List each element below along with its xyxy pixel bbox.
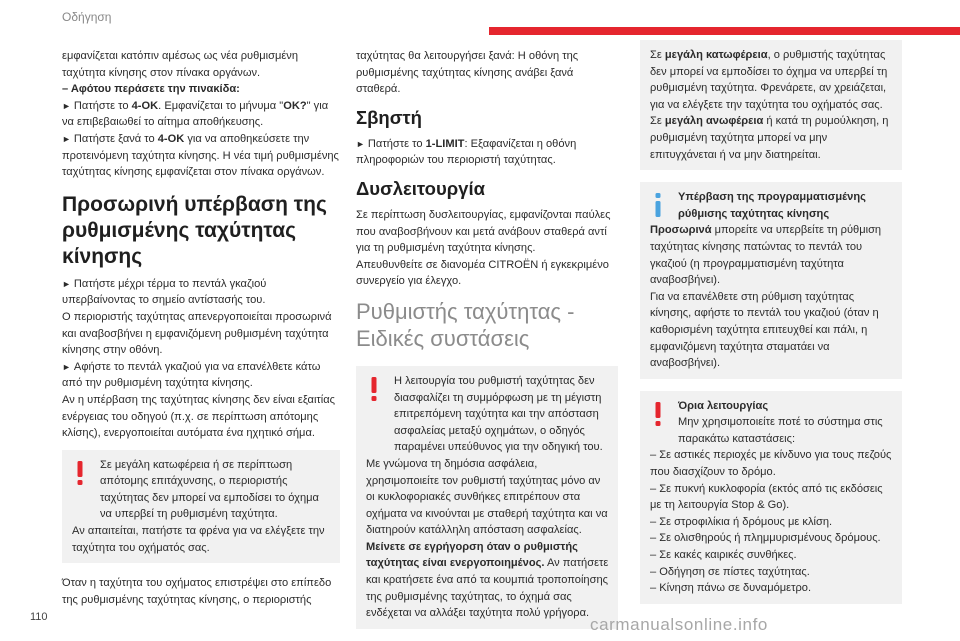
limits-item: – Σε ολισθηρούς ή πλημμυρισμένους δρόμους. [650,532,881,545]
warning-text: Σε μεγάλη κατωφέρεια ή σε περίπτωση απότομης επιτάχυνσης, ο περιοριστής ταχύτητας δεν μπορεί να εμποδίσει το όχημα να υπερβεί τη ρυθμισμένη ταχύτητα. [100,458,319,521]
info-title: Υπέρβαση της προγραμματισμένης ρύθμισης ταχύτητας κίνησης [678,191,866,220]
warning-box-cruise [356,366,618,629]
limits-title: Όρια λειτουργίας [678,399,769,412]
triangle-bullet-icon: ► [356,138,365,149]
limits-intro: Μην χρησιμοποιείτε ποτέ το σύστημα στις παρακάτω καταστάσεις: [678,416,883,445]
limits-item: – Κίνηση πάνω σε δυναμόμετρο. [650,582,812,595]
step-off: ► Πατήστε το 1-LIMIT: Εξαφανίζεται η οθόνη πληροφοριών του περιοριστή ταχύτητας. [356,137,577,167]
step-3: ► Πατήστε μέχρι τέρμα το πεντάλ γκαζιού υπερβαίνοντας το σημείο αντίστασής του. [62,277,267,307]
fault-text-2: Απευθυνθείτε σε διανομέα CITROËN ή εγκεκριμένο συνεργείο για έλεγχο. [356,258,609,288]
column-1 [62,48,340,608]
triangle-bullet-icon: ► [62,133,71,144]
limits-item: – Σε στροφιλίκια ή δρόμους με κλίση. [650,515,833,528]
info-text-1: Προσωρινά μπορείτε να υπερβείτε τη ρύθμιση ταχύτητας κίνησης πατώντας το πεντάλ του γκαζιού (η προγραμματισμένη ταχύτητα αναβοσβήνει). [650,224,882,287]
warning-icon [366,375,382,403]
note-box-slopes [640,40,902,170]
running-header: Οδήγηση [62,10,112,24]
limits-item: – Σε πυκνή κυκλοφορία (εκτός από τις εκδόσεις με τη λειτουργία Stop & Go). [650,482,883,512]
info-text-2: Για να επανέλθετε στη ρύθμιση ταχύτητας κίνησης, αφήστε το πεντάλ του γκαζιού (όταν η καθορισμένη ταχύτητα επιτευχθεί και πάλι, η εμφανιζόμενη ταχύτητα σταματάει να αναβοσβήνει). [650,290,879,370]
uphill-note: Σε μεγάλη ανωφέρεια ή κατά τη ρυμούλκηση, η ρυθμισμένη ταχύτητα μπορεί να μην επιτυγχάνεται ή να μην διατηρείται. [650,115,889,161]
warning-box [62,450,340,564]
limits-item: – Οδήγηση σε πίστες ταχύτητας. [650,565,810,578]
step-2: ► Πατήστε ξανά το 4-OK για να αποθηκεύσετε την προτεινόμενη ταχύτητα κίνησης. Η νέα τιμή ρυθμισμένης ταχύτητας κίνησης εμφανίζεται στον πίνακα οργάνων. [62,132,339,179]
header-accent-bar [489,27,960,35]
continued-text: ταχύτητας θα λειτουργήσει ξανά: Η οθόνη της ρυθμισμένης ταχύτητας κίνησης ανάβει ξανά σταθερά. [356,50,579,96]
triangle-bullet-icon: ► [62,100,71,111]
column-2 [356,48,618,641]
fault-text-1: Σε περίπτωση δυσλειτουργίας, εμφανίζονται παύλες που αναβοσβήνουν και μετά ανάβουν σταθερά αντί για τη ρυθμισμένη ταχύτητα κίνησης. [356,208,611,255]
triangle-bullet-icon: ► [62,278,71,289]
section-heading-fault: Δυσλειτουργία [356,177,485,199]
step-1: ► Πατήστε το 4-OK. Εμφανίζεται το μήνυμα "OK?" για να επιβεβαιωθεί το αίτημα αποθήκευσης. [62,99,329,129]
column-3 [640,48,902,616]
intro-text: εμφανίζεται κατόπιν αμέσως ως νέα ρυθμισμένη ταχύτητα κίνησης στον πίνακα οργάνων. [62,50,299,79]
page-number: 110 [30,611,48,623]
section-heading-override: Προσωρινή υπέρβαση της ρυθμισμένης ταχύτητας κίνησης [62,192,327,268]
info-box-override [640,182,902,379]
chapter-heading-cruise: Ρυθμιστής ταχύτητας - Ειδικές συστάσεις [356,298,575,351]
para-1: Ο περιοριστής ταχύτητας απενεργοποιείται προσωρινά και αναβοσβήνει η εμφανιζόμενη ρυθμισμένη ταχύτητα κίνησης στην οθόνη. [62,310,332,357]
dash-heading: – Αφότου περάσετε την πινακίδα: [62,83,240,96]
info-icon [650,191,666,219]
limits-item: – Σε αστικές περιοχές με κίνδυνο για τους πεζούς που διασχίζουν το δρόμο. [650,449,892,479]
warning-box-limits [640,391,902,604]
downhill-note: Σε μεγάλη κατωφέρεια, ο ρυθμιστής ταχύτητας δεν μπορεί να εμποδίσει το όχημα να υπερβεί τη ρυθμισμένη ταχύτητα. Φρενάρετε, αν χρειάζεται, για να ελέγξετε την ταχύτητα του οχήματός σας. [650,49,888,111]
para-3: Όταν η ταχύτητα του οχήματος επιστρέψει στο επίπεδο της ρυθμισμένης ταχύτητας κίνησης, ο περιοριστής [62,577,332,606]
watermark: carmanualsonline.info [590,615,768,634]
warning-text-2: Αν απαιτείται, πατήστε τα φρένα για να ελέγξετε την ταχύτητα του οχήματός σας. [72,525,325,554]
para-2: Αν η υπέρβαση της ταχύτητας κίνησης δεν είναι εξαιτίας ενέργειας του οδηγού (π.χ. σε περίπτωση απότομης κλίσης), ενεργοποιείται αυτόματα ένα ηχητικό σήμα. [62,393,336,440]
step-4: ► Αφήστε το πεντάλ γκαζιού για να επανέλθετε κάτω από την ρυθμισμένη ταχύτητα κίνησης. [62,360,321,390]
warning-text-3: Μείνετε σε εγρήγορση όταν ο ρυθμιστής ταχύτητας είναι ενεργοποιημένος. Αν πατήσετε και κρατήσετε ένα από τα κουμπιά τροποποίησης της ρυθμισμένης ταχύτητας, το όχημά σας ενδέχεται να αλλάξει ταχύτητα πολύ γρήγορα. [366,540,609,620]
warning-text-1: Η λειτουργία του ρυθμιστή ταχύτητας δεν διασφαλίζει τη συμμόρφωση με τη μέγιστη επιτρεπόμενη ταχύτητα και την απόσταση ασφαλείας μεταξύ οχημάτων, ο οδηγός παραμένει υπεύθυνος για την οδηγική του. [394,374,603,454]
warning-icon [72,459,88,487]
warning-icon [650,400,666,428]
limits-item: – Σε κακές καιρικές συνθήκες. [650,549,797,562]
section-heading-off: Σβηστή [356,106,422,128]
warning-text-2: Με γνώμονα τη δημόσια ασφάλεια, χρησιμοποιείτε τον ρυθμιστή ταχύτητας μόνο αν οι κυκλοφοριακές συνθήκες επιτρέπουν στα οχήματα να κινούνται με σταθερή ταχύτητα και να διατηρούν κατάλληλη απόσταση ασφαλείας. [366,457,608,537]
triangle-bullet-icon: ► [62,361,71,372]
